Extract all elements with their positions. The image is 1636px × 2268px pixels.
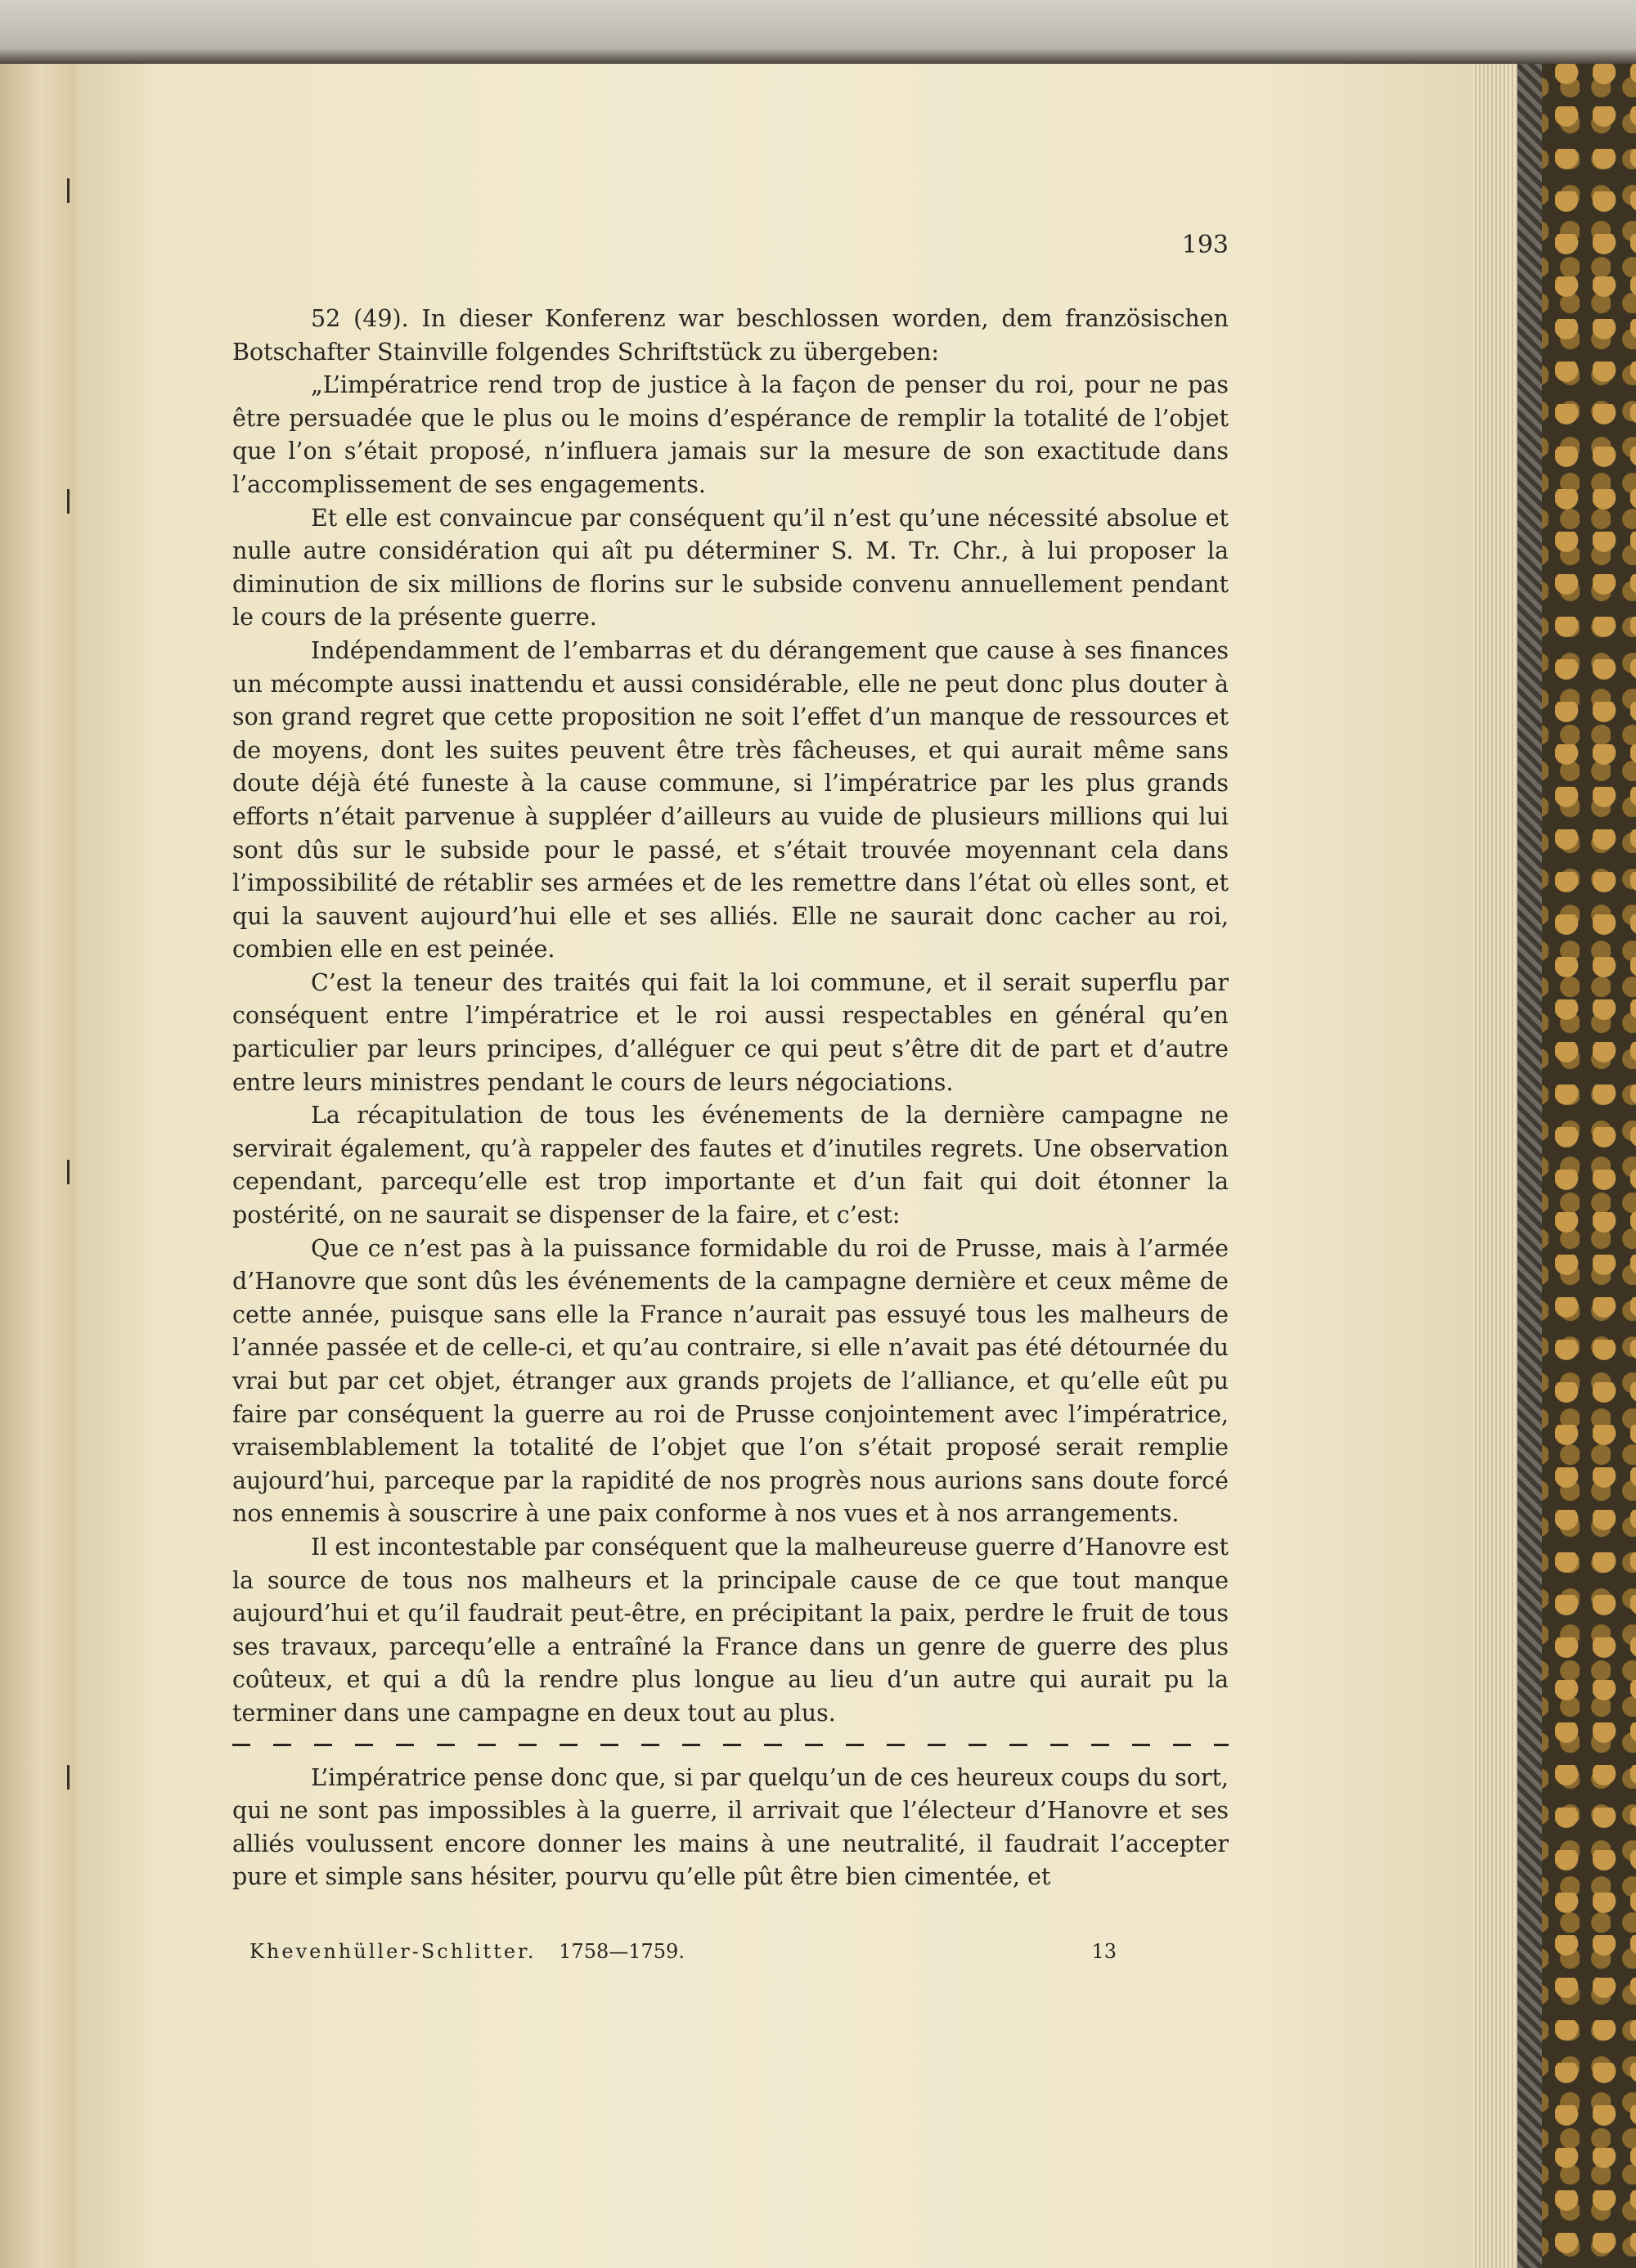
paragraph: Indépendamment de l’embarras et du dérangement que cause à ses finances un mécompte aussi inattendu et aussi considérable, elle ne peut donc plus douter à son grand regret que cette proposition ne soit l’effet d’un manque de ressources et de moyens, dont les suites peuvent être très fâcheuses, et qui aurait même sans doute déjà été funeste à la cause commune, si l’impératrice par les plus grands efforts n’était parvenue à suppléer d’ailleurs au vuide de plusieurs millions qui lui sont dûs sur le subside pour le passé, et s’était trouvée moyennant cela dans l’impossibilité de rétablir ses armées et de les remettre dans l’état où elles sont, et qui la sauvent aujourd’hui elle et ses alliés. Elle ne saurait donc cacher au roi, combien elle en est peinée.: [232, 636, 1229, 963]
footer-author: Khevenhüller-Schlitter.: [249, 1940, 537, 1963]
paragraph: „L’impératrice rend trop de justice à la façon de penser du roi, pour ne pas être persuadée que le plus ou le moins d’espérance de remplir la totalité de l’objet que l’on s’était proposé, n’influera jamais sur la mesure de son exactitude dans l’accomplissement de ses engagements.: [232, 371, 1229, 498]
paragraph: L’impératrice pense donc que, si par quelqu’un de ces heureux coups du sort, qui ne sont pas impossibles à la guerre, il arrivait que l’électeur d’Hanovre et ses alliés voulussent encore donner les mains à une neutralité, il faudrait l’accepter pure et simple sans hésiter, pourvu qu’elle pût être bien cimentée, et: [232, 1763, 1229, 1891]
paragraph: Que ce n’est pas à la puissance formidable du roi de Prusse, mais à l’armée d’Hanovre que sont dûs les événements de la campagne dernière et ceux même de cette année, puisque sans elle la France n’aurait pas essuyé tous les malheurs de l’année passée et de celle-ci, et qu’au contraire, si elle n’avait pas été détournée du vrai but par cet objet, étranger aux grands projets de l’alliance, et qu’elle eût pu faire par conséquent la guerre au roi de Prusse conjointement avec l’impératrice, vraisemblablement la totalité de l’objet que l’on s’était proposé serait remplie aujourd’hui, parceque par la rapidité de nos progrès nous aurions sans doute forcé nos ennemis à souscrire à une paix conforme à nos vues et à nos arrangements.: [232, 1234, 1229, 1528]
paragraph: Il est incontestable par conséquent que la malheureuse guerre d’Hanovre est la source de tous nos malheurs et la principale cause de ce que tout manque aujourd’hui et qu’il faudrait peut-être, en précipitant la paix, perdre le fruit de tous ses travaux, parcequ’elle a entraîné la France dans un genre de guerre des plus coûteux, et qui a dû la rendre plus longue au lieu d’un autre qui aurait pu la terminer dans une campagne en deux tout au plus.: [232, 1533, 1229, 1727]
page-footer: [249, 1940, 1117, 1973]
page-stack-edge: [1472, 64, 1517, 2268]
dashed-separator: [232, 1739, 1229, 1752]
left-page-edge: [0, 64, 75, 2268]
paragraph: Et elle est convaincue par conséquent qu’il n’est qu’une nécessité absolue et nulle autre considération qui aît pu déterminer S. M. Tr. Chr., à lui proposer la diminution de six millions de florins sur le subside convenu annuellement pendant le cours de la présente guerre.: [232, 504, 1229, 631]
signature-mark: 13: [1091, 1940, 1117, 1963]
paragraph: 52 (49). In dieser Konferenz war beschlossen worden, dem französischen Botschafter Stainville folgendes Schriftstück zu übergeben:: [232, 305, 1229, 366]
paragraph: C’est la teneur des traités qui fait la loi commune, et il serait superflu par conséquent entre l’impératrice et le roi aussi respectables en général qu’en particulier par leurs principes, d’alléguer ce qui peut s’être dit de part et d’autre entre leurs ministres pendant le cours de leurs négociations.: [232, 968, 1229, 1096]
paragraph: La récapitulation de tous les événements de la dernière campagne ne servirait également, qu’à rappeler des fautes et d’inutiles regrets. Une observation cependant, parcequ’elle est trop importante et d’un fait qui doit étonner la postérité, on ne saurait se dispenser de la faire, et c’est:: [232, 1102, 1229, 1229]
cover-spine-strip: [1517, 64, 1542, 2268]
footer-years: 1758—1759.: [559, 1940, 685, 1963]
main-text: [232, 303, 1229, 1894]
book-top-edge: [0, 0, 1636, 64]
page-number: 193: [1181, 231, 1229, 259]
